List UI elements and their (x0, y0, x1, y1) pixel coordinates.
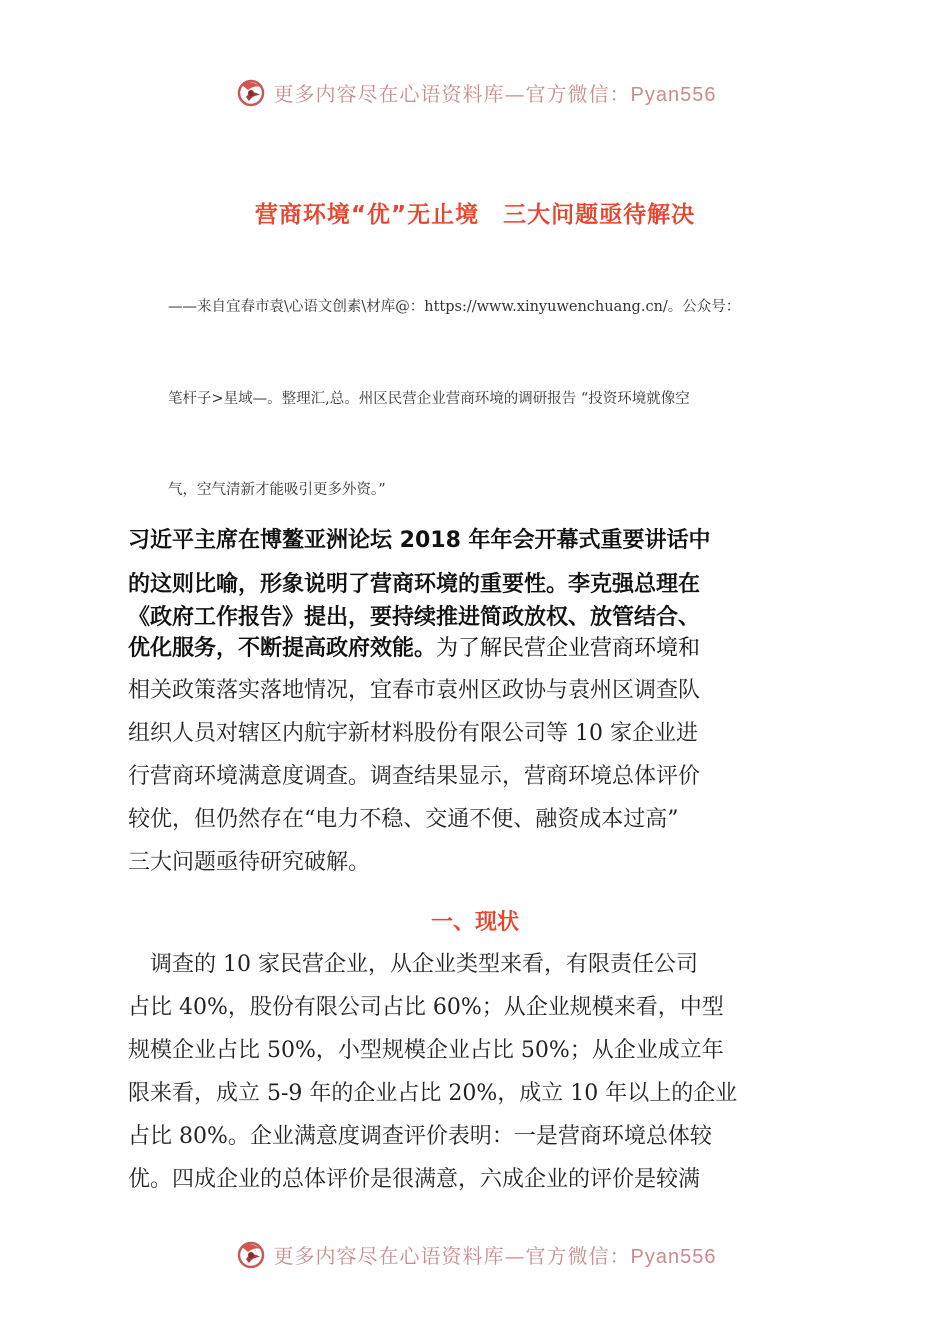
mixed-paragraph-line (128, 631, 828, 662)
bold-paragraph-line: 习近平主席在博鳌亚洲论坛 2018 年年会开幕式重要讲话中 (128, 528, 711, 553)
header-banner (0, 72, 950, 112)
source-line: 笔杆子>星域—。整理汇,总。州区民营企业营商环境的调研报告 “投资环境就像空 (168, 391, 690, 407)
paragraph-line: 调查的 10 家民营企业，从企业类型来看，有限责任公司 (128, 952, 698, 977)
wechat-id: Pyan556 (630, 1245, 717, 1268)
paragraph-line: 优。四成企业的总体评价是很满意，六成企业的评价是较满 (128, 1167, 701, 1192)
paragraph-line: 占比 80%。企业满意度调查评价表明：一是营商环境总体较 (128, 1124, 712, 1149)
bold-paragraph-line: 的这则比喻，形象说明了营商环境的重要性。李克强总理在 (128, 572, 701, 597)
normal-fragment: 为了解民营企业营商环境和 (436, 636, 701, 661)
section-heading: 一、现状 (430, 910, 519, 935)
banner-text: 更多内容尽在心语资料库—官方微信：Pyan556 (273, 1243, 717, 1268)
page-title: 营商环境“优”无止境 三大问题亟待解决 (254, 202, 696, 228)
source-line: ——来自宜春市袁\心语文创素\材库@：https://www.xinyuwenchuang.cn/。公众号： (168, 299, 741, 315)
paragraph-line: 规模企业占比 50%，小型规模企业占比 50%；从企业成立年 (128, 1038, 724, 1063)
paragraph-line: 组织人员对辖区内航宇新材料股份有限公司等 10 家企业进 (128, 721, 698, 746)
paragraph-line: 限来看，成立 5-9 年的企业占比 20%，成立 10 年以上的企业 (128, 1081, 738, 1106)
banner-text: 更多内容尽在心语资料库—官方微信：Pyan556 (273, 81, 717, 106)
paragraph-line: 相关政策落实落地情况，宜春市袁州区政协与袁州区调查队 (128, 678, 701, 703)
logo-icon (234, 1237, 268, 1271)
bold-fragment: 优化服务，不断提高政府效能。 (128, 636, 437, 661)
wechat-id: Pyan556 (630, 83, 717, 106)
paragraph-line: 占比 40%，股份有限公司占比 60%；从企业规模来看，中型 (128, 995, 724, 1020)
logo-icon (234, 75, 268, 109)
paragraph-line: 较优，但仍然存在“电力不稳、交通不便、融资成本过高” (128, 807, 679, 832)
paragraph-line: 行营商环境满意度调查。调查结果显示，营商环境总体评价 (128, 764, 701, 789)
bold-paragraph-line: 《政府工作报告》提出，要持续推进简政放权、放管结合、 (128, 605, 701, 630)
source-line: 气，空气清新才能吸引更多外资。” (168, 482, 386, 498)
footer-banner (0, 1234, 950, 1274)
paragraph-line: 三大问题亟待研究破解。 (128, 850, 371, 875)
